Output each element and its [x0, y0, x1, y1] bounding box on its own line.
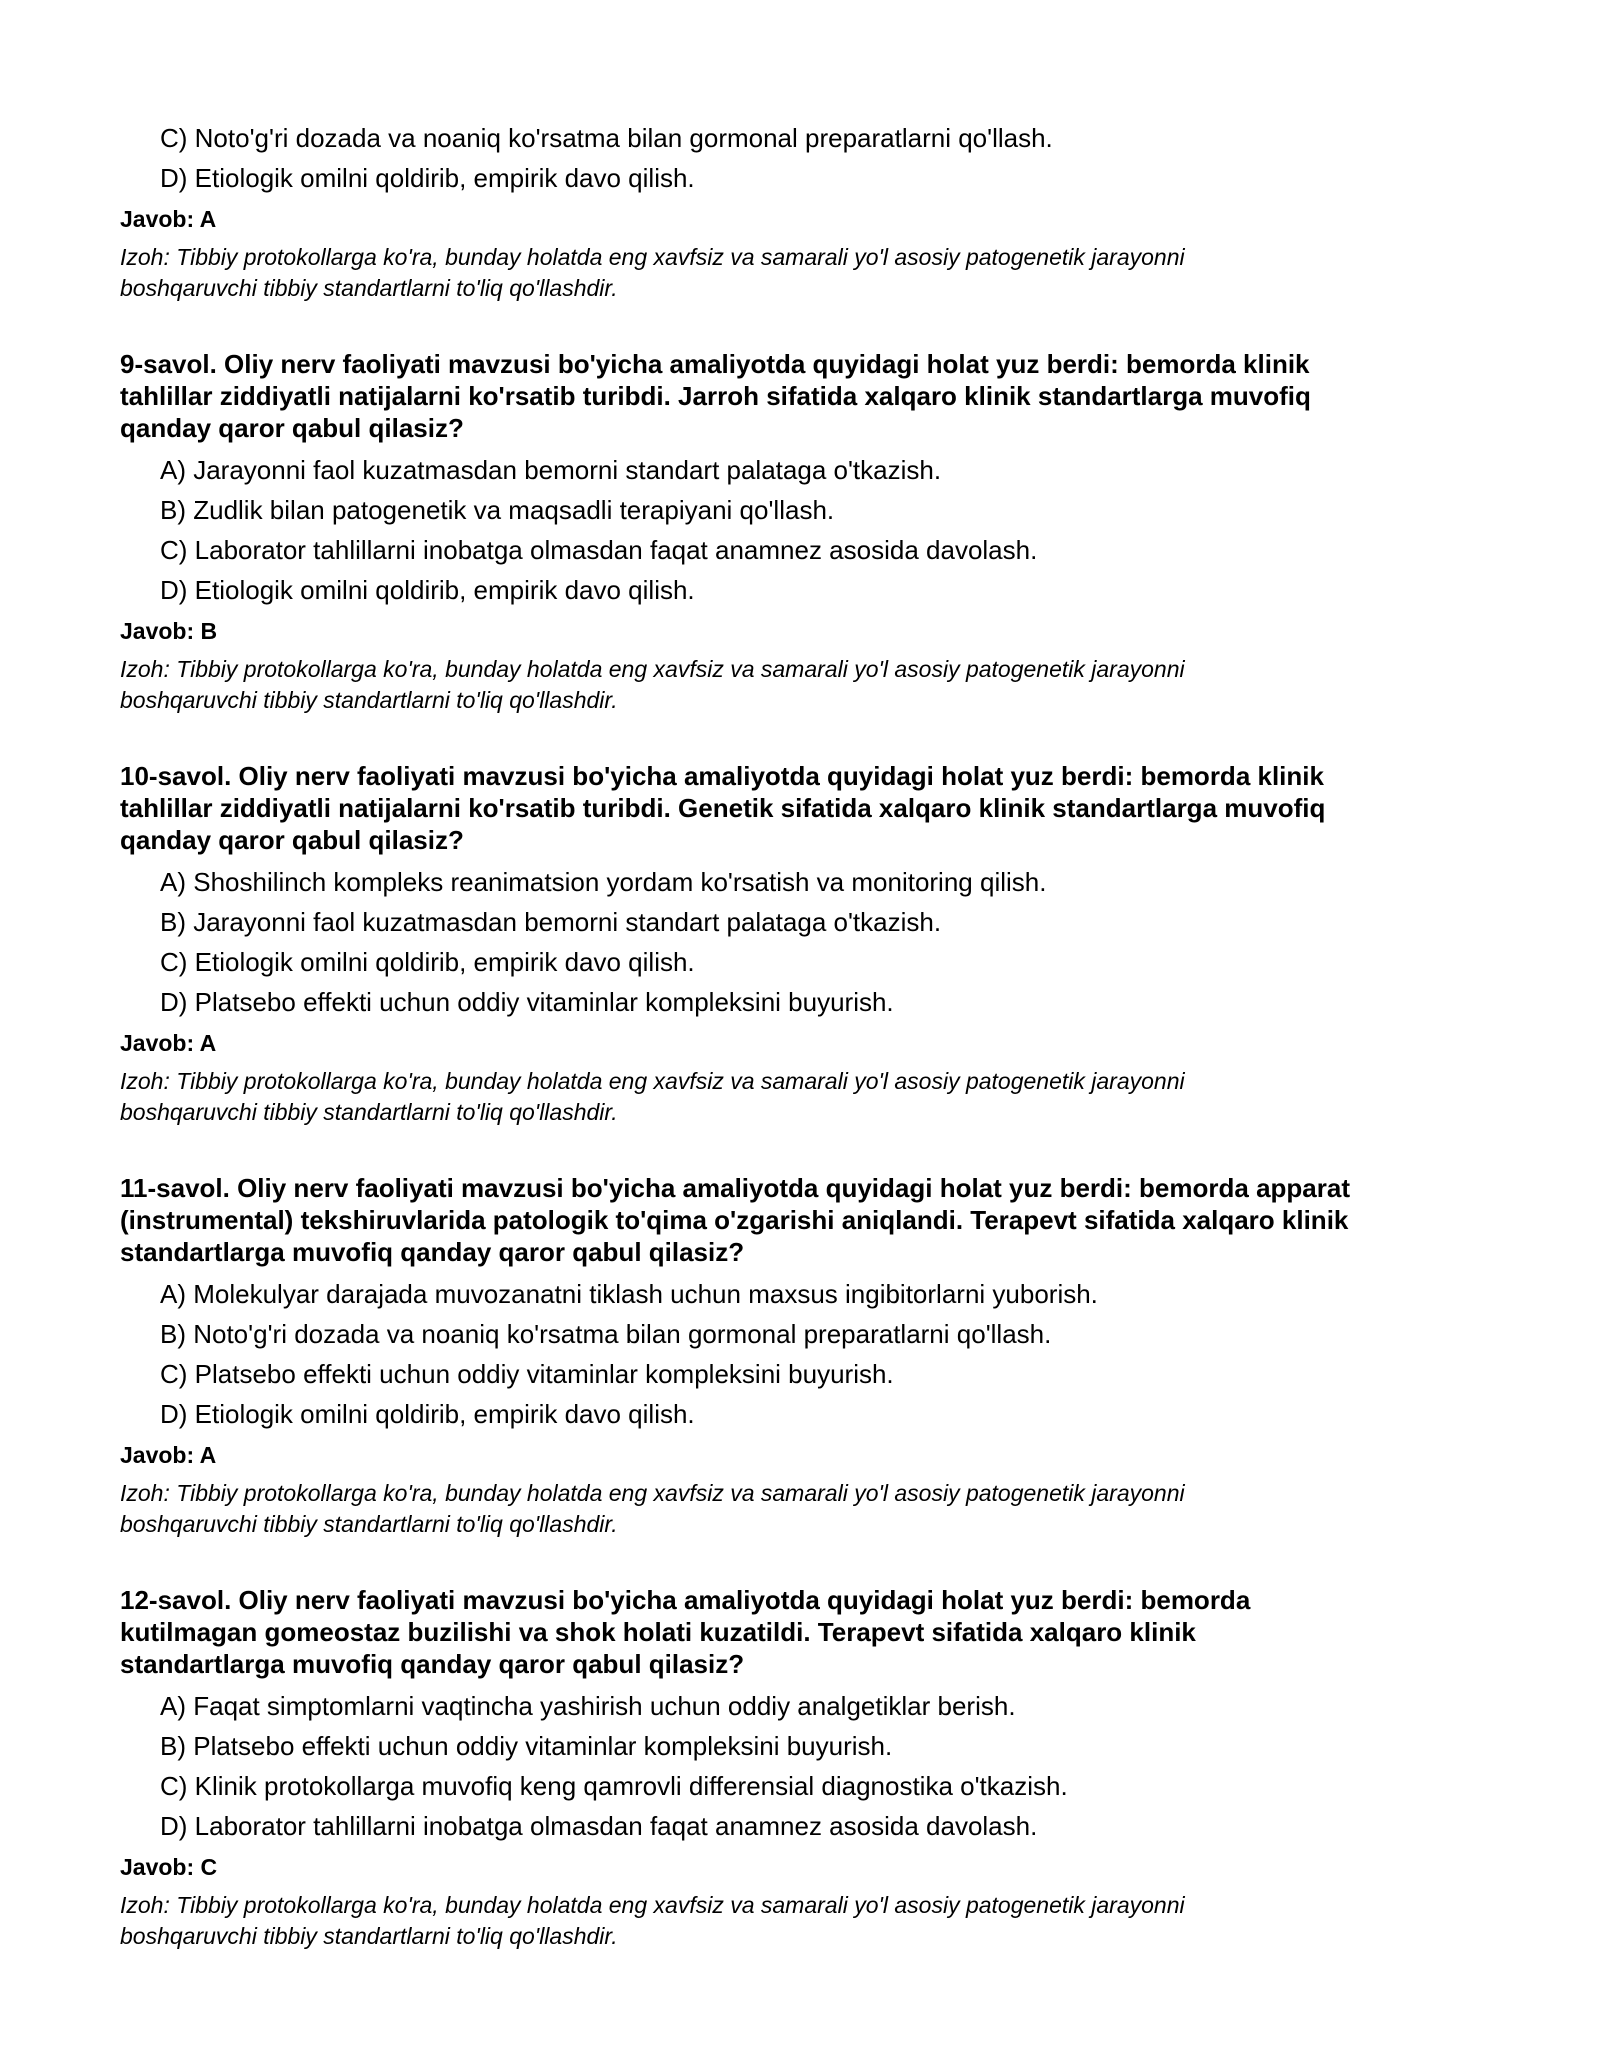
explanation-line: boshqaruvchi tibbiy standartlarni to'liq qo'llashdir. [120, 1099, 618, 1125]
question-title-line: kutilmagan gomeostaz buzilishi va shok holati kuzatildi. Terapevt sifatida xalqaro klinik [120, 1617, 1196, 1647]
explanation-note [120, 1890, 1500, 1952]
explanation-line: Izoh: Tibbiy protokollarga ko'ra, bunday holatda eng xavfsiz va samarali yo'l asosiy patogenetik jarayonni [120, 656, 1185, 682]
question-10 [120, 760, 1500, 1128]
option-d: D) Laborator tahlillarni inobatga olmasdan faqat anamnez asosida davolash. [160, 1811, 1038, 1841]
question-title-line: 11-savol. Oliy nerv faoliyati mavzusi bo'yicha amaliyotda quyidagi holat yuz berdi: bemorda apparat [120, 1173, 1350, 1203]
question-title [120, 348, 1500, 444]
option-c: C) Noto'g'ri dozada va noaniq ko'rsatma bilan gormonal preparatlarni qo'llash. [160, 123, 1053, 153]
explanation-line: Izoh: Tibbiy protokollarga ko'ra, bunday holatda eng xavfsiz va samarali yo'l asosiy patogenetik jarayonni [120, 1480, 1185, 1506]
question-title-line: (instrumental) tekshiruvlarida patologik to'qima o'zgarishi aniqlandi. Terapevt sifatida xalqaro klinik [120, 1205, 1349, 1235]
explanation-note [120, 1478, 1500, 1540]
answer-label: Javob: A [120, 1442, 217, 1468]
option-a: A) Molekulyar darajada muvozanatni tiklash uchun maxsus ingibitorlarni yuborish. [160, 1279, 1098, 1309]
explanation-line: boshqaruvchi tibbiy standartlarni to'liq qo'llashdir. [120, 1511, 618, 1537]
option-c: C) Klinik protokollarga muvofiq keng qamrovli differensial diagnostika o'tkazish. [160, 1771, 1068, 1801]
option-b: B) Zudlik bilan patogenetik va maqsadli terapiyani qo'llash. [160, 495, 835, 525]
option-c: C) Etiologik omilni qoldirib, empirik davo qilish. [160, 947, 695, 977]
question-title-line: standartlarga muvofiq qanday qaror qabul qilasiz? [120, 1237, 745, 1267]
document-page [120, 118, 1500, 1952]
question-title-line: standartlarga muvofiq qanday qaror qabul qilasiz? [120, 1649, 745, 1679]
explanation-line: boshqaruvchi tibbiy standartlarni to'liq qo'llashdir. [120, 1923, 618, 1949]
question-title-line: 10-savol. Oliy nerv faoliyati mavzusi bo'yicha amaliyotda quyidagi holat yuz berdi: bemorda klinik [120, 761, 1324, 791]
question-title [120, 1584, 1500, 1680]
option-a: A) Jarayonni faol kuzatmasdan bemorni standart palataga o'tkazish. [160, 455, 942, 485]
option-b: B) Noto'g'ri dozada va noaniq ko'rsatma bilan gormonal preparatlarni qo'llash. [160, 1319, 1052, 1349]
question-12 [120, 1584, 1500, 1952]
option-b: B) Platsebo effekti uchun oddiy vitaminlar kompleksini buyurish. [160, 1731, 893, 1761]
question-9 [120, 348, 1500, 716]
answer-label: Javob: A [120, 1030, 217, 1056]
explanation-line: boshqaruvchi tibbiy standartlarni to'liq qo'llashdir. [120, 687, 618, 713]
question-title [120, 1172, 1500, 1268]
question-title-line: qanday qaror qabul qilasiz? [120, 413, 464, 443]
option-a: A) Shoshilinch kompleks reanimatsion yordam ko'rsatish va monitoring qilish. [160, 867, 1047, 897]
explanation-line: boshqaruvchi tibbiy standartlarni to'liq qo'llashdir. [120, 275, 618, 301]
explanation-note [120, 1066, 1500, 1128]
option-c: C) Platsebo effekti uchun oddiy vitaminlar kompleksini buyurish. [160, 1359, 894, 1389]
answer-label: Javob: B [120, 618, 218, 644]
question-title-line: tahlillar ziddiyatli natijalarni ko'rsatib turibdi. Genetik sifatida xalqaro klinik standartlarga muvofiq [120, 793, 1326, 823]
question-8-continuation [120, 118, 1500, 304]
option-d: D) Etiologik omilni qoldirib, empirik davo qilish. [160, 1399, 695, 1429]
option-d: D) Etiologik omilni qoldirib, empirik davo qilish. [160, 163, 695, 193]
option-d: D) Etiologik omilni qoldirib, empirik davo qilish. [160, 575, 695, 605]
option-b: B) Jarayonni faol kuzatmasdan bemorni standart palataga o'tkazish. [160, 907, 942, 937]
explanation-line: Izoh: Tibbiy protokollarga ko'ra, bunday holatda eng xavfsiz va samarali yo'l asosiy patogenetik jarayonni [120, 1892, 1185, 1918]
explanation-line: Izoh: Tibbiy protokollarga ko'ra, bunday holatda eng xavfsiz va samarali yo'l asosiy patogenetik jarayonni [120, 1068, 1185, 1094]
option-d: D) Platsebo effekti uchun oddiy vitaminlar kompleksini buyurish. [160, 987, 894, 1017]
question-11 [120, 1172, 1500, 1540]
answer-label: Javob: A [120, 206, 217, 232]
explanation-line: Izoh: Tibbiy protokollarga ko'ra, bunday holatda eng xavfsiz va samarali yo'l asosiy patogenetik jarayonni [120, 244, 1185, 270]
question-title-line: tahlillar ziddiyatli natijalarni ko'rsatib turibdi. Jarroh sifatida xalqaro klinik standartlarga muvofiq [120, 381, 1311, 411]
explanation-note [120, 242, 1500, 304]
question-title-line: qanday qaror qabul qilasiz? [120, 825, 464, 855]
option-c: C) Laborator tahlillarni inobatga olmasdan faqat anamnez asosida davolash. [160, 535, 1038, 565]
question-title-line: 9-savol. Oliy nerv faoliyati mavzusi bo'yicha amaliyotda quyidagi holat yuz berdi: bemorda klinik [120, 349, 1310, 379]
question-title-line: 12-savol. Oliy nerv faoliyati mavzusi bo'yicha amaliyotda quyidagi holat yuz berdi: bemorda [120, 1585, 1251, 1615]
question-title [120, 760, 1500, 856]
answer-label: Javob: C [120, 1854, 218, 1880]
explanation-note [120, 654, 1500, 716]
option-a: A) Faqat simptomlarni vaqtincha yashirish uchun oddiy analgetiklar berish. [160, 1691, 1016, 1721]
